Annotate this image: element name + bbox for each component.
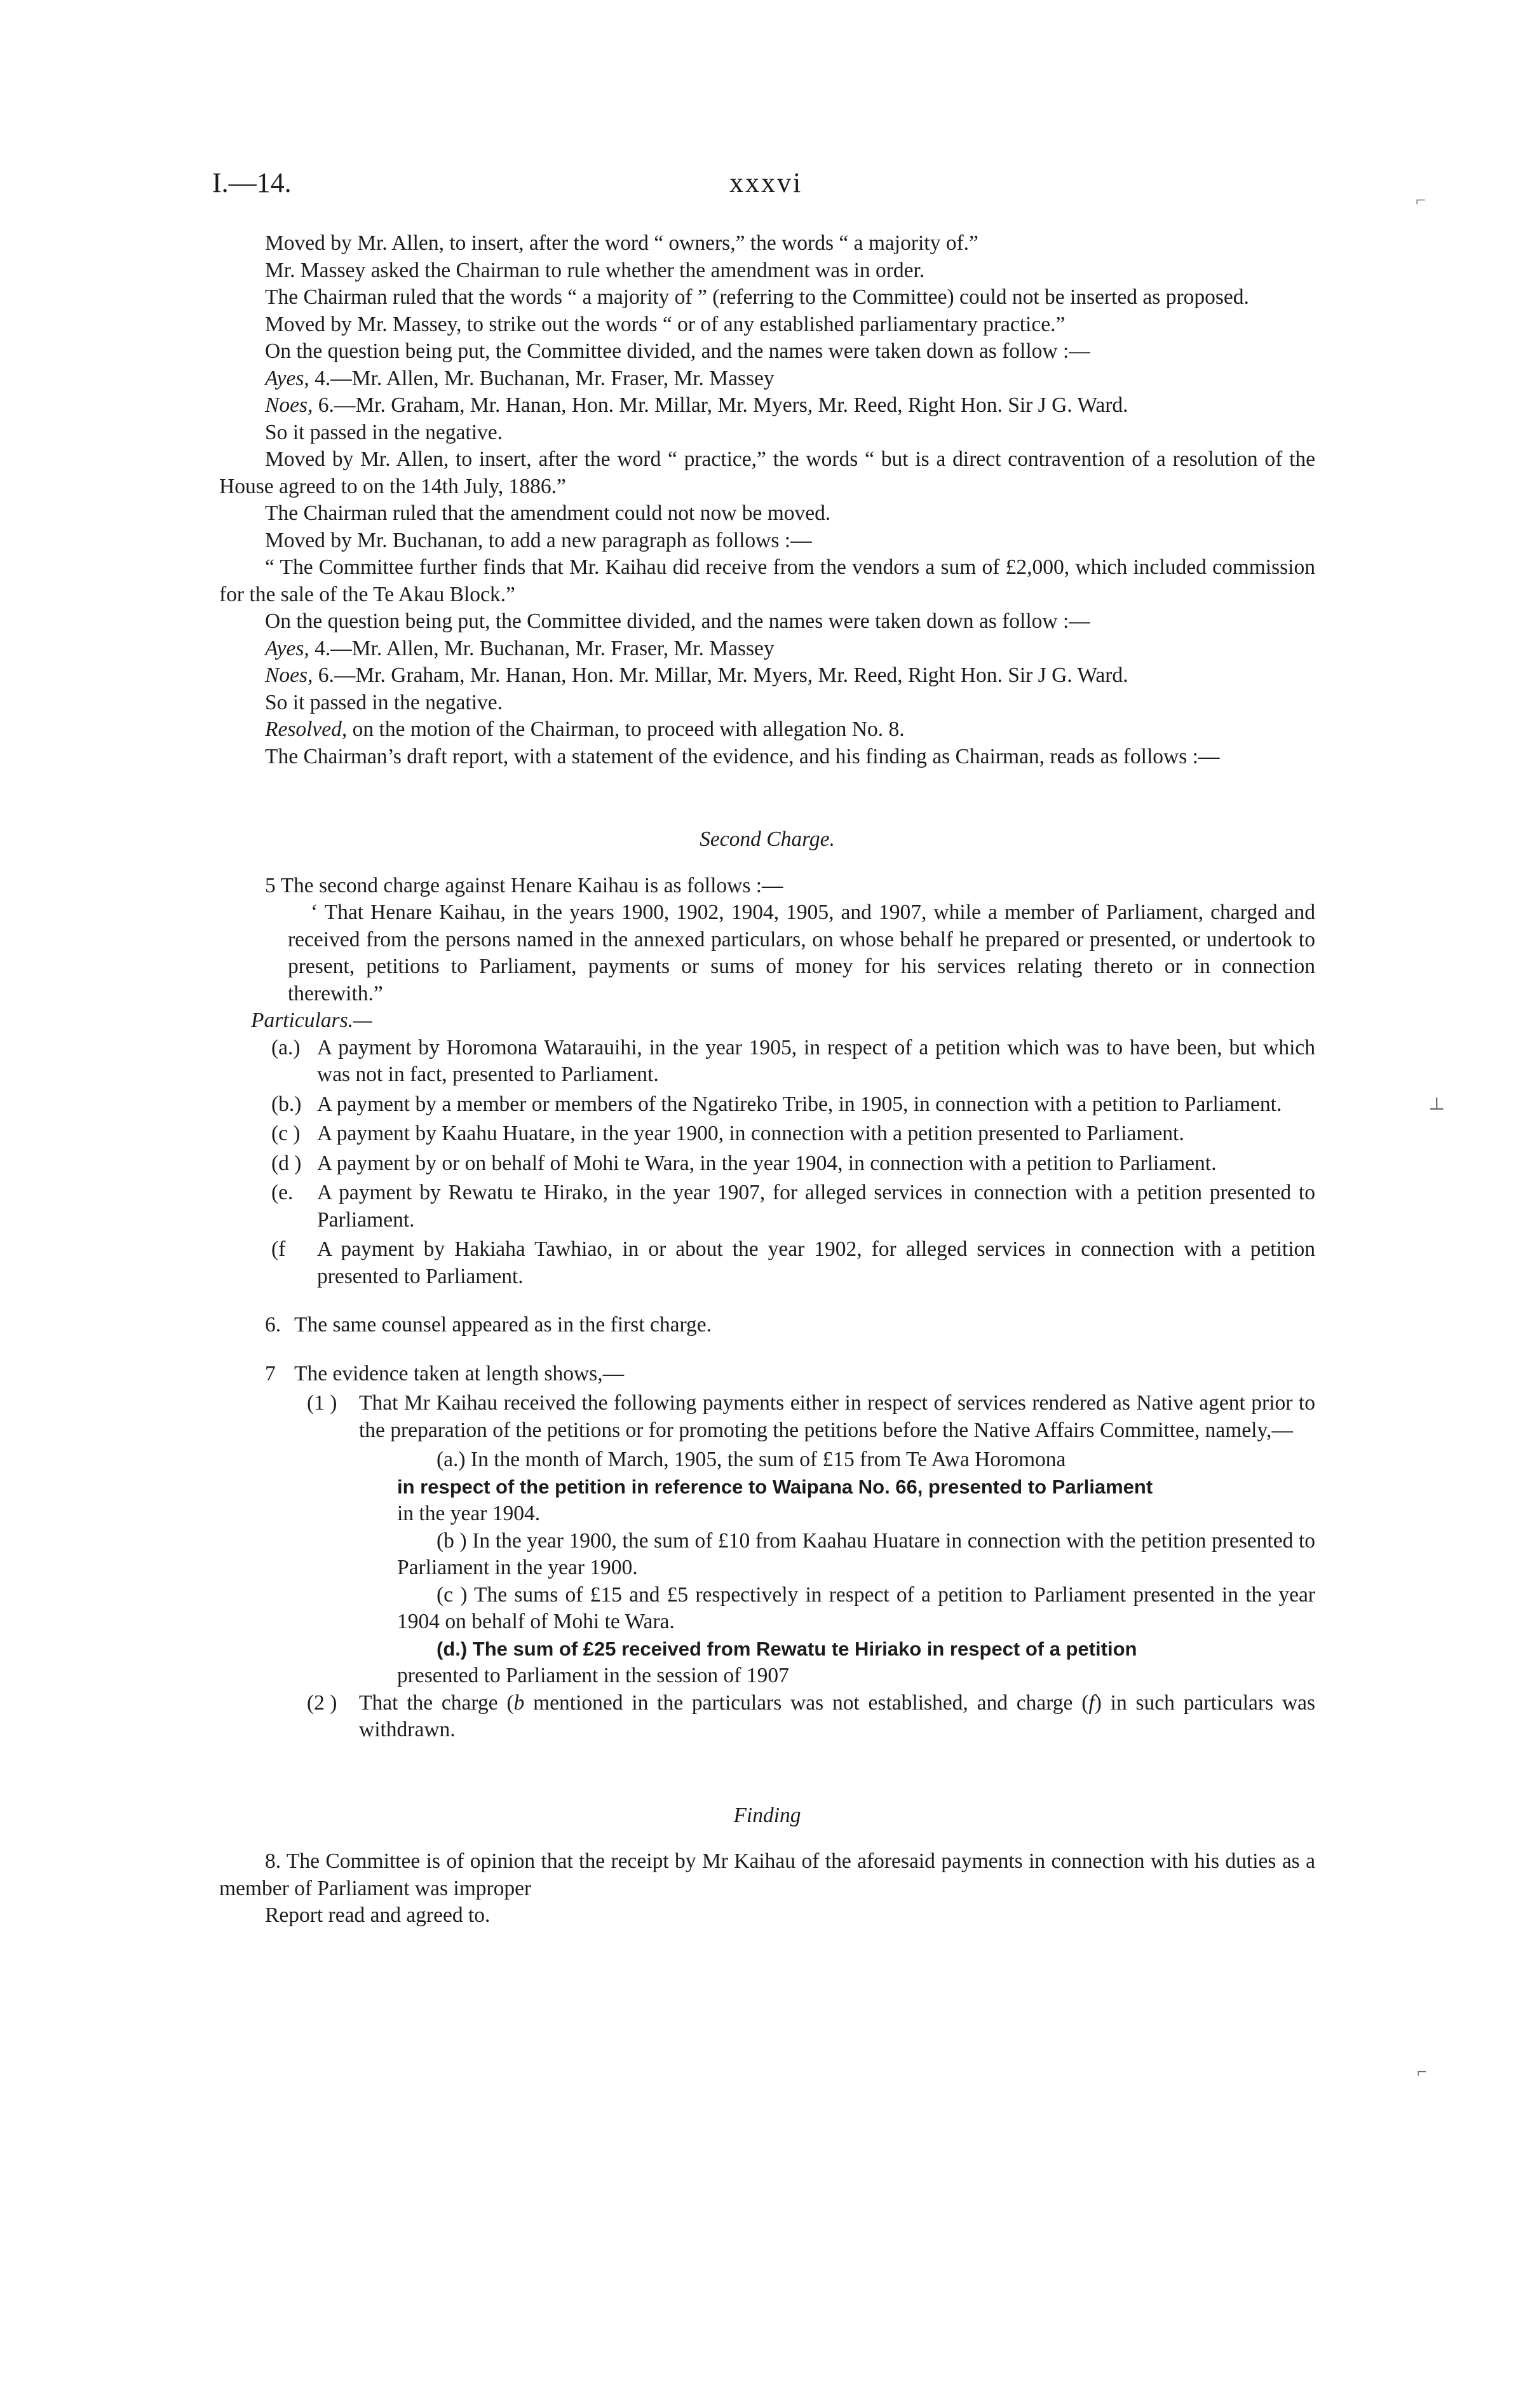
evidence-label: (2 ) — [307, 1690, 337, 1715]
noes-line-1 — [219, 392, 1315, 419]
paragraph-chairman-ruling-2: The Chairman ruled that the amendment could not now be moved. — [265, 501, 831, 525]
particular-label: (d ) — [271, 1151, 302, 1175]
margin-mark: ⊥ — [1428, 1094, 1445, 1114]
particular-text: A payment by Horomona Watarauihi, in the year 1905, in respect of a petition which was to have been, but which was not in fact, presented to Parliament. — [317, 1035, 1315, 1086]
paragraph-motion-allen: Moved by Mr. Allen, to insert, after the word “ owners,” the words “ a majority of.” — [265, 231, 978, 255]
spacer — [219, 1746, 1315, 1802]
paragraph-motion-allen-2: Moved by Mr. Allen, to insert, after the word “ practice,” the words “ but is a direct contravention of a resolution of the House agreed to on the 14th July, 1886.” — [219, 447, 1315, 498]
evidence-text: That Mr Kaihau received the following payments either in respect of services rendered as Native agent prior to the preparation of the petitions or for promoting the petitions before the Native Affairs Committee, namely,— — [359, 1391, 1315, 1442]
resolved-label: Resolved, — [265, 718, 348, 741]
particular-c — [271, 1120, 1315, 1148]
text-run-italic: b — [513, 1690, 525, 1715]
resolved-text: on the motion of the Chairman, to proceed with allegation No. 8. — [347, 718, 905, 741]
margin-mark: ⌐ — [1417, 2062, 1427, 2082]
result-line-1: So it passed in the negative. — [265, 420, 503, 444]
ayes-label: Ayes, — [265, 636, 309, 660]
evidence-sub-a — [397, 1446, 1315, 1528]
spacer — [219, 770, 1315, 826]
evidence-sub-d — [397, 1636, 1315, 1690]
ayes-line-2 — [219, 636, 1315, 663]
particular-text: A payment by Rewatu te Hirako, in the year 1907, for alleged services in connection with a petition presented to Parliament. — [317, 1181, 1315, 1232]
particular-text: A payment by or on behalf of Mohi te Wara, in the year 1904, in connection with a petition to Parliament. — [317, 1151, 1217, 1175]
text-run: ) in such particulars was withdrawn. — [359, 1690, 1315, 1741]
margin-mark: ⌐ — [1416, 191, 1426, 210]
result-line-2: So it passed in the negative. — [265, 690, 503, 714]
noes-label: Noes, — [265, 663, 313, 687]
particular-text: A payment by a member or members of the Ngatireko Tribe, in 1905, in connection with a petition to Parliament. — [317, 1092, 1282, 1116]
paragraph-proposed-text: “ The Committee further finds that Mr. Kaihau did receive from the vendors a sum of £2,000, which included commission for the sale of the Te Akau Block.” — [219, 555, 1315, 606]
paragraph-8: 8. The Committee is of opinion that the receipt by Mr Kaihau of the aforesaid payments in connection with his duties as a member of Parliament was improper — [219, 1849, 1315, 1900]
paragraph-massey-request: Mr. Massey asked the Chairman to rule whether the amendment was in order. — [265, 258, 925, 282]
paragraph-chairman-ruling: The Chairman ruled that the words “ a majority of ” (referring to the Committee) could not be inserted as proposed. — [265, 285, 1249, 309]
spacer — [219, 1829, 1315, 1848]
ayes-names: 4.—Mr. Allen, Mr. Buchanan, Mr. Fraser, Mr. Massey — [309, 366, 775, 390]
text-run: mentioned in the particulars was not established, and charge ( — [524, 1690, 1089, 1715]
particulars-label: Particulars.— — [251, 1009, 372, 1032]
evidence-text — [359, 1690, 1315, 1744]
paragraph-text: The same counsel appeared as in the first charge. — [294, 1313, 712, 1337]
charge-quote: ‘ That Henare Kaihau, in the years 1900, 1902, 1904, 1905, and 1907, while a member of Parliament, charged and received from the persons named in the annexed particulars, on whose behalf he prepared or presented, or undertook to present, petitions to Parliament, payments or sums of money for his services relating thereto or in connection therewith.” — [288, 901, 1315, 1005]
paragraph-motion-massey: Moved by Mr. Massey, to strike out the words “ or of any established parliamentary practice.” — [265, 312, 1066, 336]
text-run: That the charge ( — [359, 1690, 514, 1715]
paragraph-7 — [265, 1361, 1315, 1388]
evidence-sub-c: (c ) The sums of £15 and £5 respectively in respect of a petition to Parliament presented in the year 1904 on behalf of Mohi te Wara. — [397, 1582, 1315, 1633]
paragraph-number: 7 — [265, 1361, 276, 1385]
page-number: xxxvi — [729, 167, 803, 198]
particular-label: (c ) — [271, 1122, 301, 1145]
resolved-line — [219, 716, 1315, 744]
sub-d-line-2: presented to Parliament in the session of 1907 — [397, 1664, 789, 1687]
sub-a-line-2: in respect of the petition in reference to Waipana No. 66, presented to Parliament — [397, 1475, 1153, 1498]
evidence-label: (1 ) — [307, 1391, 337, 1415]
paragraph-motion-buchanan: Moved by Mr. Buchanan, to add a new paragraph as follows :— — [265, 528, 812, 552]
paragraph-draft-intro: The Chairman’s draft report, with a statement of the evidence, and his finding as Chairman, reads as follows :— — [265, 744, 1220, 768]
paragraph-division-1: On the question being put, the Committee divided, and the names were taken down as follow :— — [265, 339, 1090, 363]
particular-d — [271, 1150, 1315, 1178]
noes-label: Noes, — [265, 393, 313, 417]
sub-d-line-1: (d.) The sum of £25 received from Rewatu te Hiriako in respect of a petition — [437, 1637, 1137, 1660]
particular-label: (f — [271, 1237, 286, 1261]
paragraph-5: 5 The second charge against Henare Kaihau is as follows :— — [265, 873, 783, 897]
particular-e — [271, 1180, 1315, 1234]
evidence-1 — [307, 1390, 1315, 1444]
sub-a-line-1: (a.) In the month of March, 1905, the sum of £15 from Te Awa Horomona — [437, 1448, 1066, 1471]
ayes-label: Ayes, — [265, 366, 309, 390]
spacer — [219, 1293, 1315, 1312]
particular-b — [271, 1091, 1315, 1119]
paragraph-6 — [265, 1312, 1315, 1339]
noes-names: 6.—Mr. Graham, Mr. Hanan, Hon. Mr. Millar, Mr. Myers, Mr. Reed, Right Hon. Sir J G. Ward. — [313, 663, 1128, 687]
sub-a-line-3: in the year 1904. — [397, 1502, 541, 1525]
particular-label: (a.) — [271, 1035, 301, 1059]
spacer — [219, 854, 1315, 873]
particular-text: A payment by Kaahu Huatare, in the year 1900, in connection with a petition presented to Parliament. — [317, 1122, 1184, 1145]
evidence-sub-b: (b ) In the year 1900, the sum of £10 from Kaahau Huatare in connection with the petition presented to Parliament in the year 1900. — [397, 1528, 1315, 1579]
paragraph-text: The evidence taken at length shows,— — [294, 1361, 625, 1385]
ayes-names: 4.—Mr. Allen, Mr. Buchanan, Mr. Fraser, Mr. Massey — [309, 636, 775, 660]
paragraph-number: 6. — [265, 1313, 281, 1337]
particular-label: (e. — [271, 1181, 294, 1204]
spacer — [219, 1342, 1315, 1361]
heading-finding: Finding — [733, 1803, 801, 1827]
document-body — [219, 230, 1315, 1929]
closing-line: Report read and agreed to. — [265, 1903, 491, 1927]
particular-f — [271, 1236, 1315, 1290]
ayes-line-1 — [219, 365, 1315, 393]
page-reference: I.—14. — [212, 167, 292, 198]
noes-names: 6.—Mr. Graham, Mr. Hanan, Hon. Mr. Millar, Mr. Myers, Mr. Reed, Right Hon. Sir J G. Ward. — [313, 393, 1128, 417]
text-run-italic: f — [1088, 1690, 1095, 1715]
heading-second-charge: Second Charge. — [700, 827, 835, 851]
particular-a — [271, 1035, 1315, 1089]
noes-line-2 — [219, 662, 1315, 690]
particular-text: A payment by Hakiaha Tawhiao, in or about the year 1902, for alleged services in connection with a petition presented to Parliament. — [317, 1237, 1315, 1288]
evidence-2 — [307, 1690, 1315, 1744]
paragraph-division-2: On the question being put, the Committee divided, and the names were taken down as follow :— — [265, 609, 1090, 633]
particular-label: (b.) — [271, 1092, 302, 1116]
